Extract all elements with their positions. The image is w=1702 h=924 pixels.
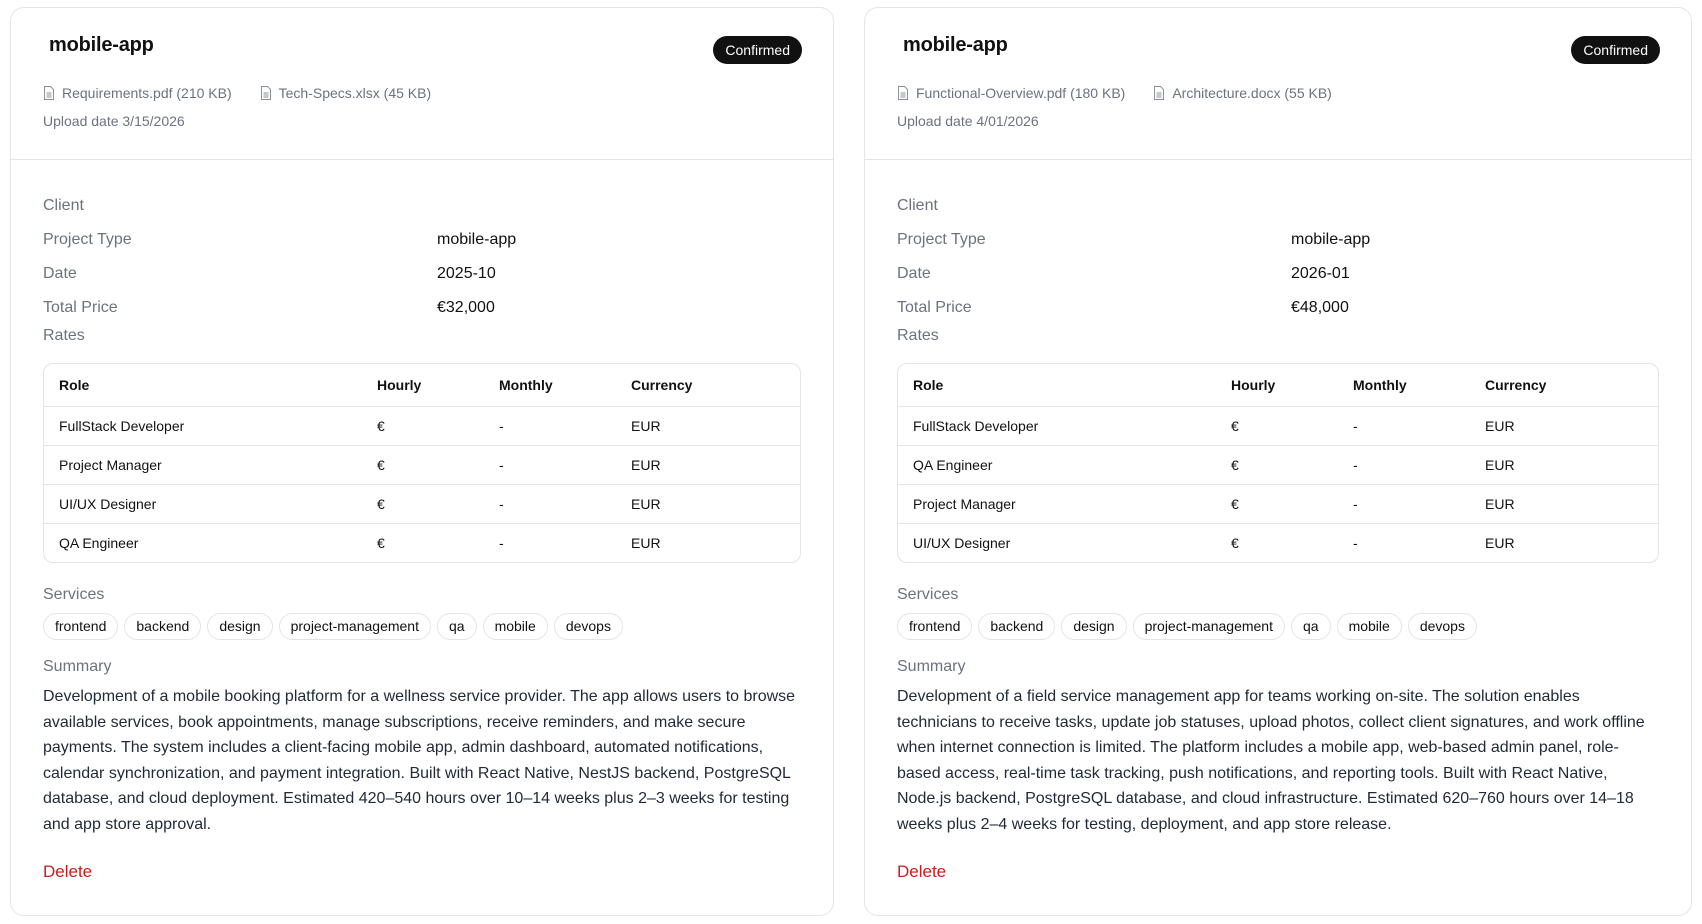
card-body xyxy=(11,160,833,837)
field-value: 2026-01 xyxy=(1291,265,1350,282)
service-tag: backend xyxy=(978,613,1055,640)
table-row xyxy=(898,484,1658,523)
table-row xyxy=(44,406,800,445)
monthly-cell: - xyxy=(499,535,504,551)
monthly-cell: - xyxy=(499,457,504,473)
project-card xyxy=(864,7,1692,916)
hourly-cell: € xyxy=(1231,418,1239,434)
hourly-cell: € xyxy=(377,496,385,512)
monthly-cell: - xyxy=(1353,457,1358,473)
rates-table xyxy=(897,363,1659,563)
service-tag: mobile xyxy=(483,613,548,640)
currency-cell: EUR xyxy=(1485,496,1515,512)
field-value: mobile-app xyxy=(437,231,517,248)
project-card xyxy=(10,7,834,916)
service-tag: project-management xyxy=(1133,613,1285,640)
monthly-cell: - xyxy=(1353,535,1358,551)
hourly-cell: € xyxy=(1231,535,1239,551)
attachment-name: Requirements.pdf (210 KB) xyxy=(62,85,232,101)
role-cell: Project Manager xyxy=(59,457,162,473)
attachment-link[interactable] xyxy=(43,85,232,101)
role-cell: QA Engineer xyxy=(913,457,993,473)
services-tags xyxy=(43,613,801,640)
field-date xyxy=(897,257,1659,291)
summary-text: Development of a field service management app for teams working on-site. The solution enables technicians to receive tasks, update job statuses, upload photos, collect client signatures, and work offline when internet connection is limited. The platform includes a mobile app, web-based admin panel, role-based access, real-time task tracking, push notifications, and reporting tools. Built with React Native, Node.js backend, PostgreSQL database, and cloud infrastructure. Estimated 620–760 hours over 14–18 weeks plus 2–4 weeks for testing, deployment, and app store release. xyxy=(897,688,1645,833)
service-tag: qa xyxy=(1291,613,1331,640)
attachment-link[interactable] xyxy=(897,85,1125,101)
attachment-name: Functional-Overview.pdf (180 KB) xyxy=(916,85,1126,101)
column-header: Monthly xyxy=(499,377,553,393)
column-header: Role xyxy=(913,377,944,393)
column-header: Currency xyxy=(631,377,693,393)
service-tag: backend xyxy=(124,613,201,640)
field-value: €48,000 xyxy=(1291,299,1349,316)
file-icon xyxy=(897,86,909,100)
project-title: mobile-app xyxy=(49,34,154,56)
column-header: Currency xyxy=(1485,377,1547,393)
hourly-cell: € xyxy=(377,418,385,434)
attachment-name: Tech-Specs.xlsx (45 KB) xyxy=(278,85,432,101)
monthly-cell: - xyxy=(499,496,504,512)
status-badge: Confirmed xyxy=(1571,36,1660,64)
summary-label: Summary xyxy=(43,658,112,675)
delete-button[interactable]: Delete xyxy=(43,862,93,881)
currency-cell: EUR xyxy=(631,457,661,473)
service-tag: mobile xyxy=(1337,613,1402,640)
rates-header-row xyxy=(44,364,800,406)
field-project-type xyxy=(897,223,1659,257)
summary-text: Development of a mobile booking platform for a wellness service provider. The app allows users to browse available services, book appointments, manage subscriptions, receive reminders, and make secure payments. The system includes a client-facing mobile app, admin dashboard, automated notifications, calendar synchronization, and payment integration. Built with React Native, NestJS backend, PostgreSQL database, and cloud deployment. Estimated 420–540 hours over 10–14 weeks plus 2–3 weeks for testing and app store approval. xyxy=(43,688,796,833)
hourly-cell: € xyxy=(1231,496,1239,512)
services-label: Services xyxy=(897,586,959,603)
file-icon xyxy=(1153,86,1165,100)
service-tag: frontend xyxy=(43,613,118,640)
rates-label: Rates xyxy=(43,327,85,344)
delete-button[interactable]: Delete xyxy=(897,862,947,881)
currency-cell: EUR xyxy=(631,535,661,551)
service-tag: frontend xyxy=(897,613,972,640)
monthly-cell: - xyxy=(1353,496,1358,512)
card-body xyxy=(865,160,1691,837)
field-client xyxy=(897,189,1659,223)
field-total-price xyxy=(897,291,1659,325)
service-tag: qa xyxy=(437,613,477,640)
field-label: Client xyxy=(43,197,84,214)
service-tag: design xyxy=(207,613,272,640)
field-label: Client xyxy=(897,197,938,214)
role-cell: UI/UX Designer xyxy=(913,535,1011,551)
table-row xyxy=(44,523,800,562)
service-tag: devops xyxy=(1408,613,1477,640)
currency-cell: EUR xyxy=(631,418,661,434)
field-value: mobile-app xyxy=(1291,231,1371,248)
attachment-name: Architecture.docx (55 KB) xyxy=(1172,85,1332,101)
attachments xyxy=(43,85,431,101)
table-row xyxy=(44,445,800,484)
attachment-link[interactable] xyxy=(260,85,432,101)
field-total-price xyxy=(43,291,801,325)
column-header: Role xyxy=(59,377,90,393)
table-row xyxy=(898,406,1658,445)
card-header xyxy=(865,8,1691,160)
field-label: Date xyxy=(43,265,77,282)
services-tags xyxy=(897,613,1659,640)
attachment-link[interactable] xyxy=(1153,85,1332,101)
service-tag: project-management xyxy=(279,613,431,640)
rates-header-row xyxy=(898,364,1658,406)
field-label: Project Type xyxy=(897,231,986,248)
rates-label: Rates xyxy=(897,327,939,344)
project-title: mobile-app xyxy=(903,34,1008,56)
monthly-cell: - xyxy=(499,418,504,434)
field-client xyxy=(43,189,801,223)
currency-cell: EUR xyxy=(1485,535,1515,551)
upload-date: Upload date 4/01/2026 xyxy=(897,113,1039,129)
currency-cell: EUR xyxy=(631,496,661,512)
column-header: Monthly xyxy=(1353,377,1407,393)
field-label: Date xyxy=(897,265,931,282)
file-icon xyxy=(260,86,272,100)
field-label: Project Type xyxy=(43,231,132,248)
field-value: 2025-10 xyxy=(437,265,496,282)
currency-cell: EUR xyxy=(1485,457,1515,473)
hourly-cell: € xyxy=(1231,457,1239,473)
monthly-cell: - xyxy=(1353,418,1358,434)
currency-cell: EUR xyxy=(1485,418,1515,434)
field-date xyxy=(43,257,801,291)
service-tag: design xyxy=(1061,613,1126,640)
field-label: Total Price xyxy=(43,299,118,316)
card-header xyxy=(11,8,833,160)
role-cell: FullStack Developer xyxy=(59,418,185,434)
status-badge: Confirmed xyxy=(713,36,802,64)
table-row xyxy=(898,523,1658,562)
attachments xyxy=(897,85,1332,101)
field-project-type xyxy=(43,223,801,257)
column-header: Hourly xyxy=(377,377,422,393)
summary-label: Summary xyxy=(897,658,966,675)
rates-table xyxy=(43,363,801,563)
hourly-cell: € xyxy=(377,535,385,551)
role-cell: QA Engineer xyxy=(59,535,139,551)
role-cell: UI/UX Designer xyxy=(59,496,157,512)
hourly-cell: € xyxy=(377,457,385,473)
field-label: Total Price xyxy=(897,299,972,316)
field-value: €32,000 xyxy=(437,299,495,316)
service-tag: devops xyxy=(554,613,623,640)
table-row xyxy=(44,484,800,523)
file-icon xyxy=(43,86,55,100)
upload-date: Upload date 3/15/2026 xyxy=(43,113,185,129)
services-label: Services xyxy=(43,586,105,603)
column-header: Hourly xyxy=(1231,377,1276,393)
role-cell: Project Manager xyxy=(913,496,1016,512)
table-row xyxy=(898,445,1658,484)
role-cell: FullStack Developer xyxy=(913,418,1039,434)
